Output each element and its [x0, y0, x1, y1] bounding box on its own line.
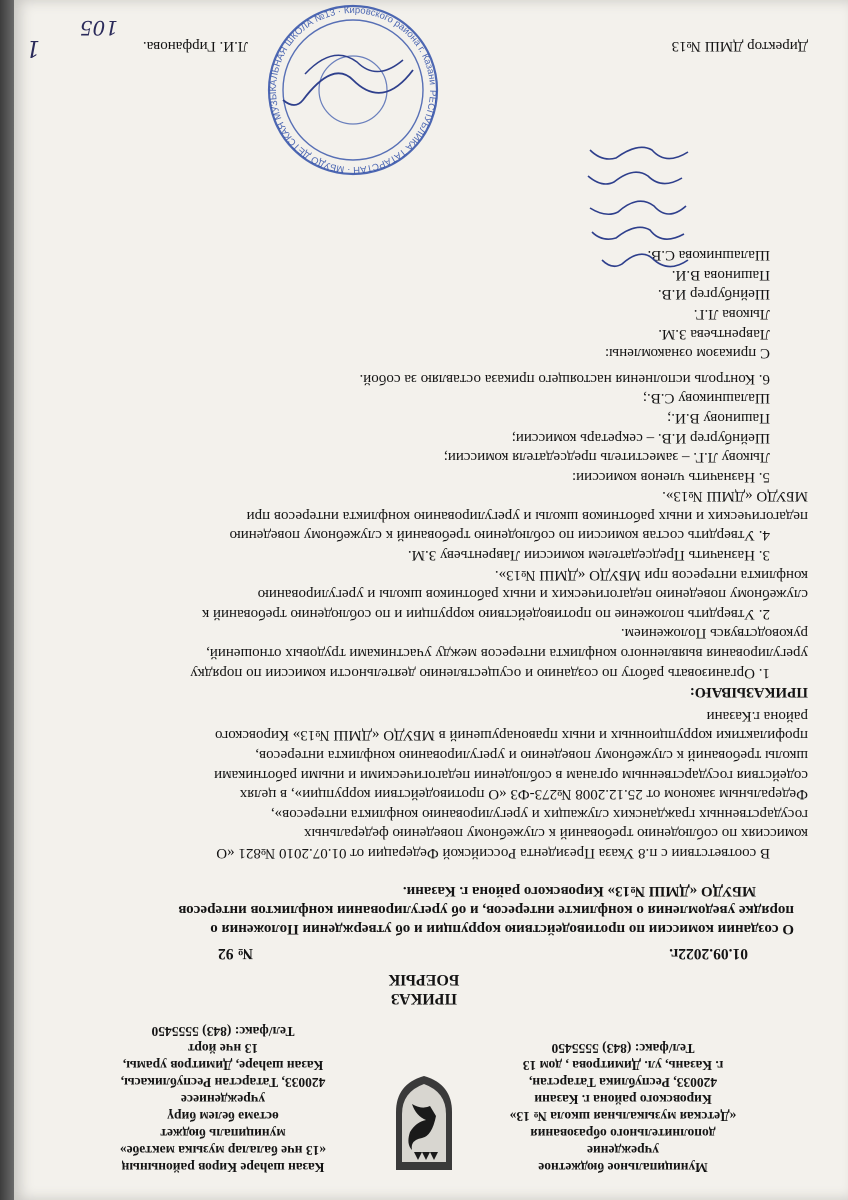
member-line: Шейнбургер И.В. – секретарь комиссии;: [511, 429, 770, 446]
acquainted-name: Шейнбургер И.В.: [657, 286, 770, 303]
preamble-line: комиссиях по соблюдению требований к служебному поведению федеральных: [304, 825, 808, 842]
member-line: Пашинову В.И.;: [667, 409, 770, 426]
document-title: [0, 970, 848, 1008]
official-seal-icon: [263, 0, 443, 180]
letterhead-line: учреждениесе: [180, 1092, 266, 1107]
order-number: № 92: [218, 945, 253, 962]
handwritten-page-number: 105: [79, 16, 118, 40]
preamble-line: профилактики коррупционных и иных правонарушений в МБУДО «ДМШ №13» Кировского: [215, 727, 808, 744]
order-subject: [74, 881, 794, 938]
svg-text:РЕСПУБЛИКА ТАТАРСТАН · МБУДО Д: РЕСПУБЛИКА ТАТАРСТАН · МБУДО ДЕТСКАЯ МУЗЫКАЛЬНАЯ ШКОЛА №13 · Кировского района г. Казани: [267, 4, 439, 176]
member-line: Лыкову Л.Г. – заместитель председателя комиссии;: [443, 449, 770, 466]
letterhead-line: дополнительного образования: [530, 1126, 716, 1141]
letterhead-line: «Детская музыкальная школа № 13»: [509, 1109, 737, 1124]
letterhead-line: учреждение: [586, 1143, 660, 1158]
order-date: 01.09.2022г.: [669, 945, 748, 962]
signatory-position: Директор ДМШ №13: [671, 38, 808, 54]
subject-line: порядке уведомления о конфликте интересов, и об урегулировании конфликтов интересов: [178, 902, 794, 918]
scan-left-edge: [0, 0, 14, 1200]
item-line: конфликта интересов при МБУДО «ДМШ №13».: [494, 566, 808, 583]
letterhead-line: муниципаль бюджет: [160, 1126, 286, 1141]
letterhead-line: Тел/факс: (843) 5555450: [551, 1041, 695, 1056]
item-line: 3. Назначить Председателем комиссии Лаврентьеву З.М.: [407, 547, 770, 564]
preamble-line: содействия государственным органам в соблюдении педагогическими и иными работниками: [214, 766, 808, 783]
member-line: Шалашникову С.В.;: [642, 390, 770, 407]
acquainted-name: Лаврентьева З.М.: [658, 325, 770, 342]
title-ru: ПРИКАЗ: [391, 990, 457, 1007]
letterhead-tatar: [78, 1023, 368, 1176]
item-line: педагогических и иных работников школы и урегулированию конфликта интересов при: [246, 507, 808, 524]
item-line: 2. Утвердить положение по противодействию коррупции и по соблюдению требований к: [201, 605, 770, 622]
acquainted-name: Лыкова Л.Г.: [693, 305, 770, 322]
item-line: служебному поведению педагогических и иных работников школы и урегулированию: [257, 586, 808, 603]
letterhead-line: 13 нче йорт: [187, 1041, 259, 1056]
item-line: МБУДО «ДМШ №13».: [662, 488, 808, 505]
item-line: 1. Организовать работу по созданию и осуществлению деятельности комиссии по порядку: [190, 664, 770, 681]
preamble-line: В соответствии с п.8 Указа Президента Российской Федерации от 01.07.2010 №821 «О: [216, 845, 770, 861]
letterhead-line: г. Казань, ул. Димитрова , дом 13: [522, 1058, 724, 1073]
subject-line: МБУДО «ДМШ №13» Кировского района г. Казани.: [402, 883, 756, 899]
letterhead-line: Тел/факс: (843) 5555450: [151, 1024, 295, 1039]
letterhead-line: 420033, Татарстан Республикасы,: [120, 1075, 326, 1090]
subject-line: О создании комиссии по противодействию коррупции и об утверждении Положения о: [210, 921, 794, 937]
letterhead: [78, 1020, 768, 1182]
kazan-coat-of-arms-icon: [392, 1074, 456, 1176]
handwritten-mark: 1: [26, 35, 40, 60]
letterhead-line: өстәмә белем бирү: [167, 1109, 279, 1124]
letterhead-line: «13 нче балалар музыка мәктәбе»: [119, 1143, 327, 1158]
item-line: 6. Контроль исполнения настоящего приказа оставляю за собой.: [359, 370, 770, 387]
handwritten-signatures: [538, 130, 698, 280]
item-line: 4. Утвердить состав комиссии по соблюдению требований к служебному поведению: [229, 527, 770, 544]
letterhead-russian: [478, 1040, 768, 1176]
item-line: урегулирования выявленного конфликта интересов между участниками трудовых отношений,: [206, 645, 808, 662]
item-line: руководствуясь Положением.: [620, 625, 808, 642]
acquainted-heading: С приказом ознакомлены:: [604, 345, 770, 362]
acquainted-name: Пашинова В.И.: [671, 266, 770, 283]
acquainted-name: Шалашникова С.В.: [647, 247, 770, 264]
title-tt: БОЕРЫК: [388, 971, 460, 988]
letterhead-line: Казан шәһәре, Димитров урамы,: [122, 1058, 324, 1073]
preamble-line: государственных гражданских служащих и урегулированию конфликта интересов»,: [270, 805, 808, 822]
letterhead-line: 420033, Республика Татарстан,: [528, 1075, 718, 1090]
letterhead-line: Кировского района г. Казани: [534, 1092, 712, 1107]
preamble-line: школы требований к служебному поведению и урегулированию конфликта интересов,: [255, 747, 808, 764]
letterhead-line: Казан шәһәре Киров районының: [121, 1160, 325, 1175]
orders-heading: ПРИКАЗЫВАЮ:: [689, 684, 808, 701]
preamble-line: района г.Казани: [706, 707, 808, 724]
item-line: 5. Назначить членов комиссии:: [571, 468, 770, 485]
letterhead-line: Муниципальное бюджетное: [538, 1160, 708, 1175]
preamble-line: Федеральным законом от 25.12.2008 №273-ФЗ «О противодействии коррупции», в целях: [239, 786, 808, 803]
order-body: [66, 245, 808, 862]
signatory-name: Л.И. Гирфанова.: [142, 38, 248, 54]
